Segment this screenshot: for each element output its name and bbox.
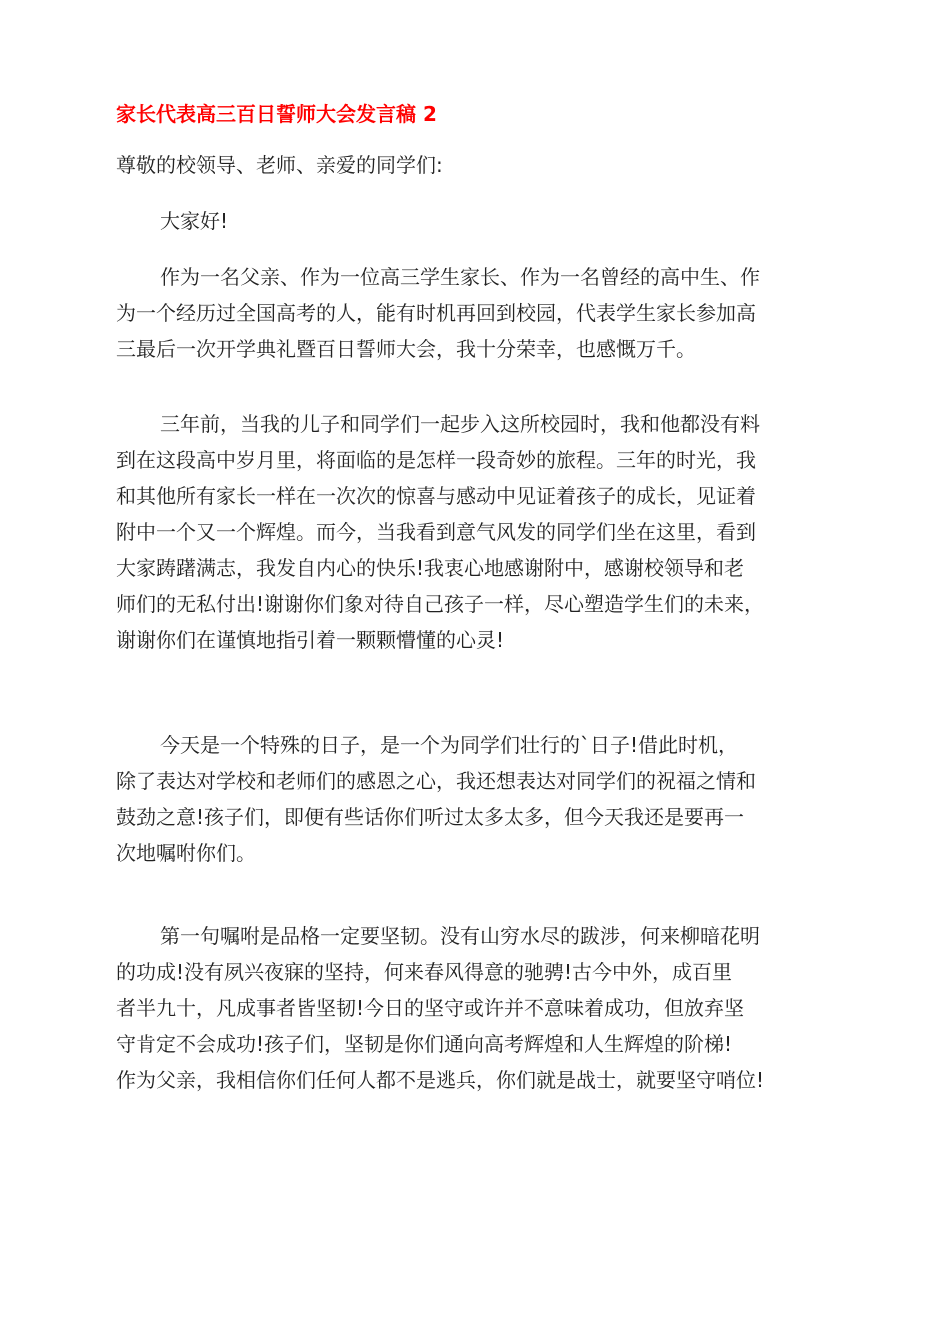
- paragraph-line: 今天是一个特殊的日子，是一个为同学们壮行的`日子!借此时机，: [160, 733, 739, 757]
- paragraph-line: 作为一名父亲、作为一位高三学生家长、作为一名曾经的高中生、作: [160, 265, 760, 289]
- paragraph-line: 除了表达对学校和老师们的感恩之心，我还想表达对同学们的祝福之情和: [116, 769, 756, 793]
- paragraph-line: 三年前，当我的儿子和同学们一起步入这所校园时，我和他都没有料: [160, 412, 760, 436]
- paragraph-line: 大家踌躇满志，我发自内心的快乐!我衷心地感谢附中，感谢校领导和老: [116, 556, 745, 580]
- greeting-line: 大家好!: [160, 209, 229, 233]
- salutation: [116, 147, 851, 183]
- paragraph-line: 第一句嘱咐是品格一定要坚韧。没有山穷水尽的跋涉，何来柳暗花明: [160, 924, 760, 948]
- paragraph-line: 师们的无私付出!谢谢你们象对待自己孩子一样，尽心塑造学生们的未来，: [116, 592, 765, 616]
- paragraph-3: [116, 727, 851, 871]
- paragraph-2: [116, 406, 851, 658]
- paragraph-line: 和其他所有家长一样在一次次的惊喜与感动中见证着孩子的成长，见证着: [116, 484, 756, 508]
- paragraph-line: 鼓劲之意!孩子们，即便有些话你们听过太多太多，但今天我还是要再一: [116, 805, 745, 829]
- paragraph-4: [116, 918, 851, 1098]
- paragraph-line: 到在这段高中岁月里，将面临的是怎样一段奇妙的旅程。三年的时光，我: [116, 448, 756, 472]
- greeting: [116, 203, 851, 239]
- paragraph-line: 者半九十，凡成事者皆坚韧!今日的坚守或许并不意味着成功，但放弃坚: [116, 996, 745, 1020]
- paragraph-line: 守肯定不会成功!孩子们，坚韧是你们通向高考辉煌和人生辉煌的阶梯!: [116, 1032, 733, 1056]
- paragraph-line: 为一个经历过全国高考的人，能有时机再回到校园，代表学生家长参加高: [116, 301, 756, 325]
- paragraph-line: 附中一个又一个辉煌。而今，当我看到意气风发的同学们坐在这里，看到: [116, 520, 756, 544]
- paragraph-line: 次地嘱咐你们。: [116, 841, 256, 865]
- paragraph-line: 三最后一次开学典礼暨百日誓师大会，我十分荣幸，也感慨万千。: [116, 337, 696, 361]
- paragraph-line: 谢谢你们在谨慎地指引着一颗颗懵懂的心灵!: [116, 628, 505, 652]
- paragraph-line: 作为父亲，我相信你们任何人都不是逃兵，你们就是战士，就要坚守哨位!: [116, 1068, 765, 1092]
- paragraph-1: [116, 259, 851, 367]
- paragraph-line: 的功成!没有夙兴夜寐的坚持，何来春风得意的驰骋!古今中外，成百里: [116, 960, 733, 984]
- document-title: 家长代表高三百日誓师大会发言稿 2: [116, 102, 437, 126]
- salutation-line: 尊敬的校领导、老师、亲爱的同学们:: [116, 153, 443, 177]
